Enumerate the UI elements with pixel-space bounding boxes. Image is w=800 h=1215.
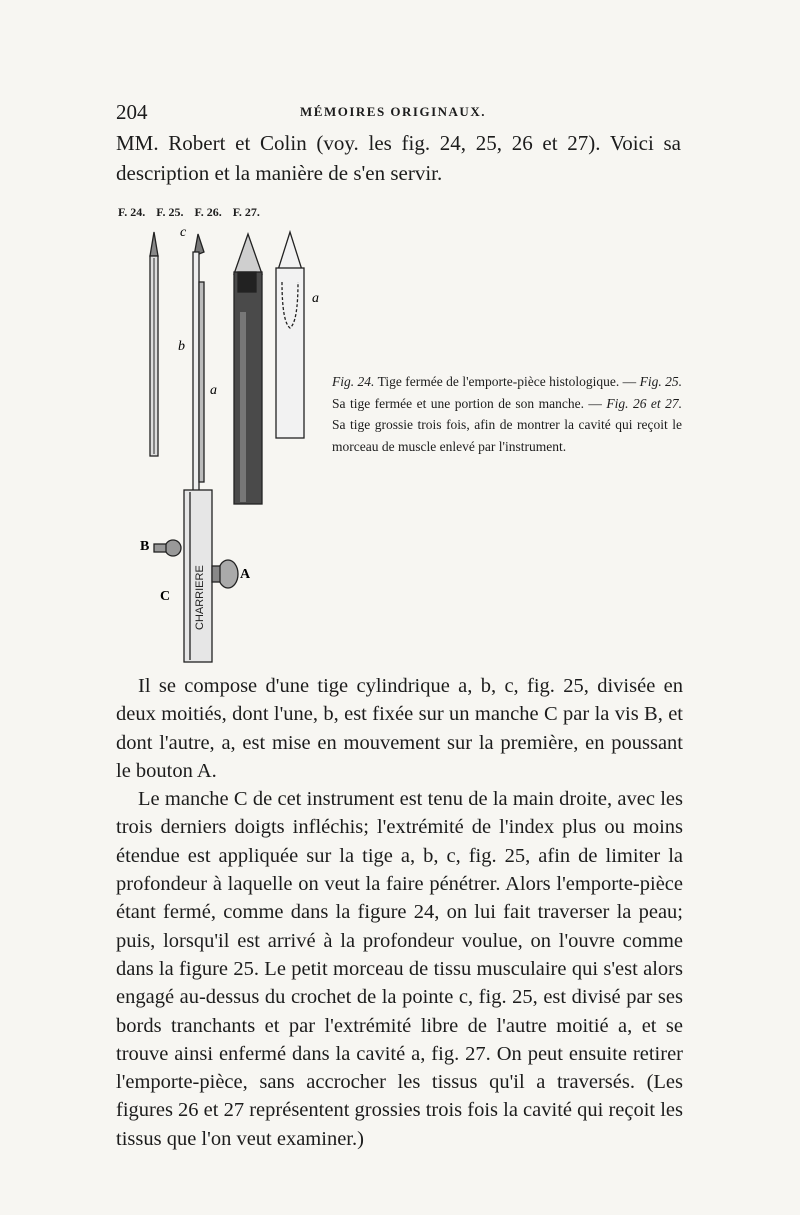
label-fig-24: F. 24. bbox=[118, 205, 146, 219]
label-A: A bbox=[240, 567, 251, 582]
running-title: MÉMOIRES ORIGINAUX. bbox=[300, 104, 486, 119]
instrument-illustration bbox=[118, 222, 333, 667]
label-a: a bbox=[210, 383, 217, 398]
caption-fig-24: Fig. 24. bbox=[332, 374, 375, 389]
caption-text-1: Tige fermée de l'emporte-pièce histologique. — bbox=[374, 374, 640, 389]
label-fig-26: F. 26. bbox=[194, 205, 222, 219]
figure-caption bbox=[332, 371, 682, 457]
body-text bbox=[116, 672, 683, 1153]
paragraph: Il se compose d'une tige cylindrique a, b, c, fig. 25, divisée en deux moitiés, dont l'une, b, est fixée sur un manche C par la vis B, et dont l'autre, a, est mise en mouvement sur la première, en poussant le bouton A. bbox=[116, 675, 683, 782]
paragraph: Le manche C de cet instrument est tenu de la main droite, avec les trois derniers doigts infléchis; l'extrémité de l'index plus ou moins étendue est appliquée sur la tige a, b, c, fig. 25, afin de limiter la profondeur à laquelle on veut la faire pénétrer. Alors l'emporte-pièce étant fermé, comme dans la figure 24, on lui fait traverser la peau; puis, lorsqu'il est arrivé à la profondeur voulue, on l'ouvre comme dans la figure 25. Le petit morceau de tissu musculaire qui s'est alors engagé au-dessus du crochet de la pointe c, fig. 25, est divisé par ses bords tranchants et par l'extrémité libre de l'autre moitié a, et se trouve ainsi enfermé dans la cavité a, fig. 27. On peut ensuite retirer l'emporte-pièce, sans accrocher les tissus qu'il a traversés. (Les figures 26 et 27 représentent grossies trois fois la cavité qui reçoit les tissus que l'on veut examiner.) bbox=[116, 788, 684, 1150]
caption-text-3: Sa tige grossie trois fois, afin de montrer la cavité qui reçoit le morceau de muscle enlevé par l'instrument. bbox=[332, 417, 682, 454]
caption-text-2: Sa tige fermée et une portion de son manche. — bbox=[332, 395, 607, 411]
label-fig-27: F. 27. bbox=[232, 205, 260, 219]
label-C: C bbox=[160, 589, 171, 604]
label-c: c bbox=[180, 225, 187, 240]
fig-26-rod bbox=[234, 234, 262, 504]
label-a-fig27: a bbox=[312, 291, 319, 306]
page-number: 204 bbox=[116, 100, 148, 124]
maker-mark: CHARRIERE bbox=[194, 565, 206, 630]
label-B: B bbox=[140, 539, 150, 554]
label-fig-25: F. 25. bbox=[156, 205, 184, 219]
fig-24-rod bbox=[150, 232, 158, 456]
caption-fig-26-27: Fig. 26 et 27. bbox=[606, 395, 682, 411]
label-b: b bbox=[178, 339, 185, 354]
caption-fig-25: Fig. 25. bbox=[639, 374, 683, 389]
fig-27-rod bbox=[276, 232, 304, 438]
figure-labels bbox=[118, 205, 268, 220]
intro-paragraph: MM. Robert et Colin (voy. les fig. 24, 25, 26 et 27). Voici sa description et la manière de s'en servir. bbox=[116, 131, 681, 185]
